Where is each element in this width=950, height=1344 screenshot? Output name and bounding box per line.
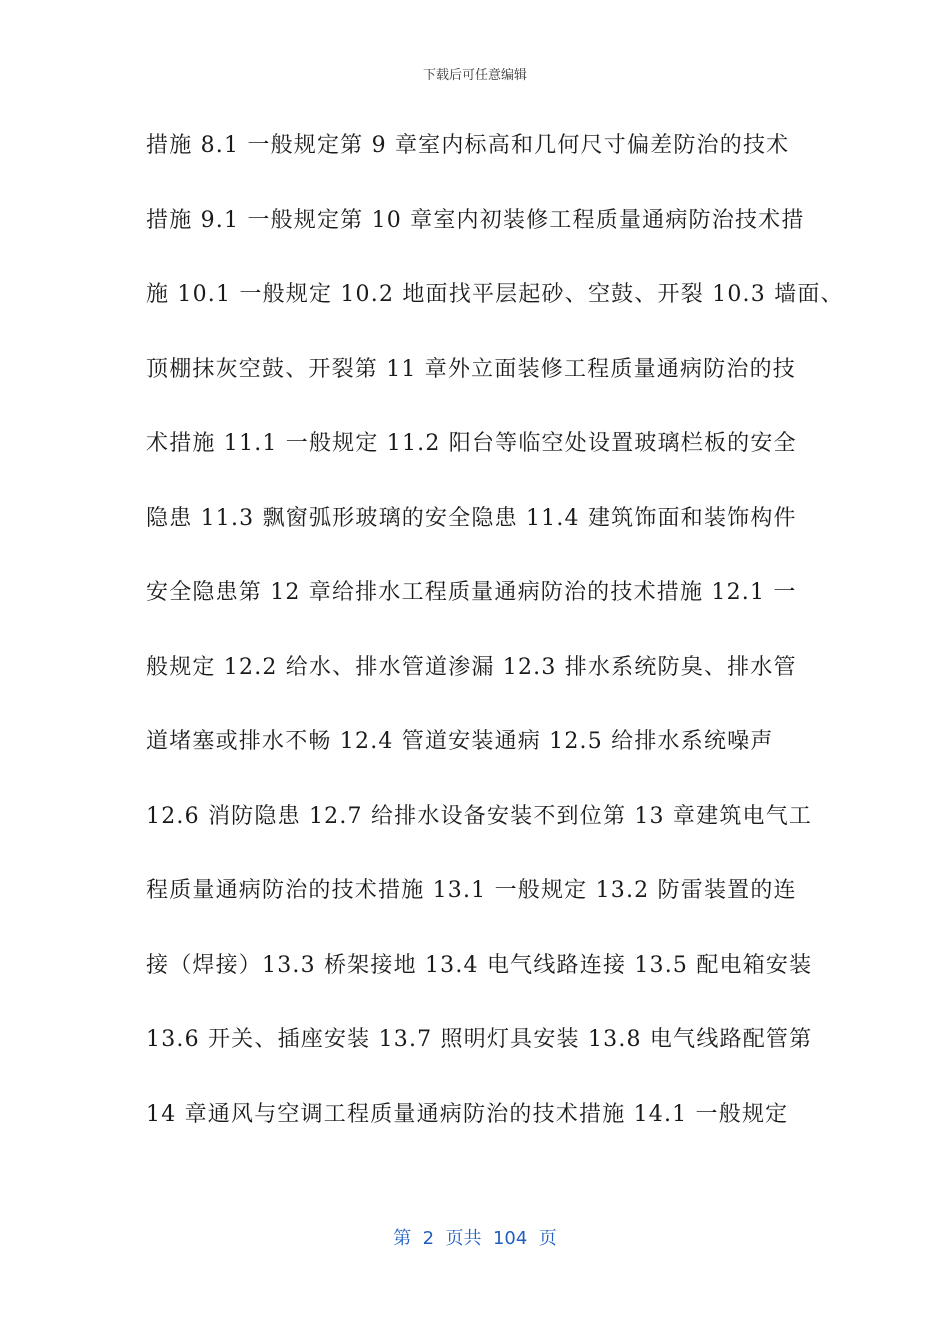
text-line: 措施 9.1 一般规定第 10 章室内初装修工程质量通病防治技术措 <box>146 207 805 233</box>
text-line: 程质量通病防治的技术措施 13.1 一般规定 13.2 防雷装置的连 <box>146 878 797 903</box>
text-line: 隐患 11.3 飘窗弧形玻璃的安全隐患 11.4 建筑饰面和装饰构件 <box>146 505 797 531</box>
text-line: 措施 8.1 一般规定第 9 章室内标高和几何尺寸偏差防治的技术 <box>146 133 790 158</box>
text-line: 顶棚抹灰空鼓、开裂第 11 章外立面装修工程质量通病防治的技 <box>146 356 796 382</box>
text-line: 术措施 11.1 一般规定 11.2 阳台等临空处设置玻璃栏板的安全 <box>146 431 797 456</box>
text-line: 般规定 12.2 给水、排水管道渗漏 12.3 排水系统防臭、排水管 <box>146 654 797 680</box>
document-body <box>146 126 844 1169</box>
text-line: 13.6 开关、插座安装 13.7 照明灯具安装 13.8 电气线路配管第 <box>146 1027 813 1052</box>
text-line: 14 章通风与空调工程质量通病防治的技术措施 14.1 一般规定 <box>146 1101 789 1127</box>
text-line: 安全隐患第 12 章给排水工程质量通病防治的技术措施 12.1 一 <box>146 580 797 605</box>
text-line: 道堵塞或排水不畅 12.4 管道安装通病 12.5 给排水系统噪声 <box>146 729 774 754</box>
page-header: 下载后可任意编辑 <box>422 68 527 83</box>
page-number-footer: 第 2 页共 104 页 <box>393 1228 557 1249</box>
text-line: 12.6 消防隐患 12.7 给排水设备安装不到位第 13 章建筑电气工 <box>146 803 813 829</box>
text-line: 接（焊接）13.3 桥架接地 13.4 电气线路连接 13.5 配电箱安装 <box>146 952 813 978</box>
text-line: 施 10.1 一般规定 10.2 地面找平层起砂、空鼓、开裂 10.3 墙面、 <box>146 282 844 307</box>
